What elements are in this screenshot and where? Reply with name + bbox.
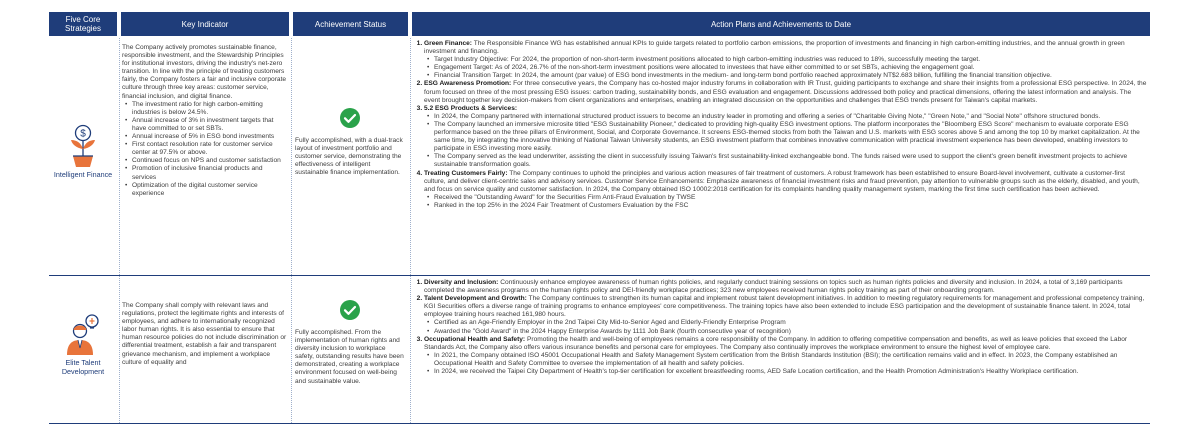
indicator-intro: The Company shall comply with relevant laws and regulations, protect the legitimate rights and interests of employees, and adhere to internationally recognized labor human rights. It is also essential to ensure that human resource policies do not include discrimination or differential treatment, establish a fair and transparent grievance mechanism, and implement a workplace culture of equality and [122,302,287,366]
status-text: Fully accomplished. From the implementation of human rights and diversity inclusion to workplace safety, outstanding results have been demonstrated, creating a workplace environment focused on well-being and sustainable value. [295,329,404,385]
list-item: • Optimization of the digital customer service experience [132,182,288,198]
plans-cell [414,279,1148,376]
status-cell [295,108,405,177]
plan-title: Treating Customers Fairly: [424,169,508,177]
plan-title: Diversity and Inclusion: [424,279,499,286]
list-item: • First contact resolution rate for customer service center at 97.5% or above. [132,141,288,157]
strategy-label: Intelligent Finance [53,170,113,179]
money-plant-icon [66,124,100,168]
plan-title: ESG Awareness Promotion: [424,80,512,88]
plan-title: Occupational Health and Safety: [424,335,526,343]
list-item: • The investment ratio for high carbon-emitting industries is below 24.5%. [132,101,288,117]
check-icon [295,108,405,128]
talent-person-icon [64,312,102,356]
list-item: • Target Industry Objective: For 2024, the proportion of non-short-term investment positions allocated to high carbon-emitting industries was reduced to 18%, successfully meeting the target. [434,56,1148,64]
list-item: • Awarded the "Gold Award" in the 2024 Happy Enterprise Awards by 1111 Job Bank (fourth consecutive year of recognition) [434,328,1148,336]
plan-item [424,295,1148,335]
indicator-cell [122,44,288,198]
strategy-label: Elite Talent Development [61,358,105,376]
plans-list [414,279,1148,376]
list-item: • Annual increase of 3% in investment targets that have committed to or set SBTs. [132,117,288,133]
column-divider [119,38,120,423]
indicator-bullets [122,101,288,198]
row-divider [49,275,1150,276]
header-strategies: Five Core Strategies [49,12,117,36]
plan-title: Green Finance: [424,40,473,47]
list-item: • In 2024, the Company partnered with international structured product issuers to become an industry leader in promoting and offering a series of "Charitable Giving Note," "Green Note," and "Social Note" offshore structured bonds. [434,113,1148,121]
list-item: • The Company served as the lead underwriter, assisting the client in successfully issuing Taiwan's first sustainability-linked exchangeable bond. The funds raised were used to support the client's green benefit investment projects to achieve sustainable transformation goals. [434,153,1148,169]
plan-item [424,336,1148,376]
column-divider [291,38,292,423]
plan-text: For three consecutive years, the Company has co-hosted major industry forums in collaboration with IR Trust, guiding participants to exchange and share their insights from a professional ESG perspective. In 2024, the forum focused on three of the most pressing ESG issues: carbon trading, sustainability bonds, and ESG evaluation and engagement. Discussions addressed both policy and practical dimensions, offering the latest information and analysis. The event brought together key decision-makers from client organizations and enterprises, enabling an integrated discussion on the opportunities and challenges that ESG trends present for Taiwan's capital markets. [424,80,1147,104]
strategy-cell-elite-talent [49,312,117,376]
list-item: • In 2024, we received the Taipei City Department of Health's top-tier certification for excellent breastfeeding rooms, AED Safe Location certification, and the Health Promotion Administration's Healthy Workplace certification. [434,368,1148,376]
list-item: • The Company launched an immersive microsite titled "ESG Sustainability Pioneer," dedicated to providing high-quality ESG investment options. The platform incorporates the "Bloomberg ESG Score" mechanism to evaluate corporate ESG performance based on the three pillars of Environment, Social, and Corporate Governance. It screens ESG-themed stocks from both the Taiwan and U.S. markets with ESG scores above 5 and among the top 10 by market capitalization. At the same time, by integrating the innovative thinking of National Taiwan University students, an ESG investment platform that combines innovative communication with practical investment experience has been developed, enabling investors to participate in ESG investing more easily. [434,121,1148,153]
indicator-intro: The Company actively promotes sustainable finance, responsible investment, and the Stewardship Principles for institutional investors, driving the industry's net-zero transition. In line with the principle of treating customers fairly, the Company fosters a fair and inclusive corporate culture through three key areas: customer service, financial inclusion, and digital finance. [122,44,287,100]
list-item: • In 2021, the Company obtained ISO 45001 Occupational Health and Safety Management System certification from the British Standards Institution (BSI); the certification remains valid and in effect. In 2023, the Company established an Occupational Health and Safety Committee to oversee the implementation of all health and safety policies. [434,352,1148,368]
table-bottom-rule [49,423,1150,424]
list-item: • Continued focus on NPS and customer satisfaction [132,157,288,165]
list-item: • Certified as an Age-Friendly Employer in the 2nd Taipei City Mid-to-Senior Aged and Elderly-Friendly Enterprise Program [434,319,1148,327]
list-item: • Received the "Outstanding Award" for the Securities Firm Anti-Fraud Evaluation by TWSE [434,194,1148,202]
status-text: Fully accomplished, with a dual-track layout of investment portfolio and customer service, demonstrating the effectiveness of intelligent sustainable finance implementation. [295,137,403,177]
plan-title: 5.2 ESG Products & Services: [424,104,518,112]
svg-text:$: $ [80,128,86,140]
list-item: • Engagement Target: As of 2024, 26.7% of the non-short-term investment positions were allocated to investees that have either committed to or set SBTs, achieving the engagement goal. [434,64,1148,72]
plan-item [424,105,1148,170]
plans-list [414,40,1148,210]
status-cell [295,300,405,386]
plan-text: Continuously enhance employee awareness of human rights policies, and regularly conduct training sessions on topics such as human rights policies and diversity and inclusion. In 2024, a total of 3,169 participants completed the awareness programs on the human rights policy and DEI-friendly workplace practices; 323 new employees received human rights policy training as part of their onboarding program. [424,279,1123,295]
plan-text: The Company continues to uphold the principles and various action measures of fair treatment of customers. A robust framework has been established to ensure Board-level involvement, cultivate a customer-first culture, and deliver client-centric sales and advisory services. Customer Service Enhancements: Emphasize awareness of financial investment risks and fraud prevention, pay attention to vulnerable groups such as the elderly, disabled, and youth, and focus on service quality and customer satisfaction. In 2024, the Company obtained ISO 10002:2018 certification for its complaints handling quality management system, marking the first time such certification has been achieved. [424,169,1140,193]
strategy-cell-intelligent-finance [49,124,117,179]
list-item: • Promotion of inclusive financial products and services [132,165,288,181]
plan-title: Talent Development and Growth: [424,295,527,303]
plan-item [424,80,1148,104]
plan-item [424,170,1148,210]
column-divider [410,38,411,423]
plan-text: The Company continues to strengthen its human capital and implement robust talent development initiatives. In addition to meeting regulatory requirements for management and professional competency training, KGI Securities offers a diverse range of training programs to enhance employees' core competitiveness. The training topics have also been extended to include ESG participation and the development of sustainable finance talent. In 2024, total employee training hours reached 161,980 hours. [424,295,1145,319]
header-indicator: Key Indicator [121,12,289,36]
plan-text: The Responsible Finance WG has established annual KPIs to guide targets related to portfolio carbon emissions, the proportion of investments and financing in high carbon-emitting industries, and the annual growth in green investment and financing. [424,40,1125,56]
plan-item [424,40,1148,80]
list-item: • Financial Transition Target: In 2024, the amount (par value) of ESG bond investments in the medium- and long-term bond portfolio reached approximately NT$2.683 billion, fulfilling the financial transition objective. [434,72,1148,80]
plan-item [424,279,1148,295]
plan-text: Promoting the health and well-being of employees remains a core responsibility of the Company. In addition to offering competitive compensation and benefits, as well as leave policies that exceed the Labor Standards Act, the Company also offers various insurance benefits and personal care for employees. The Company also continually improves the workplace environment to ensure the highest level of employee care. [424,335,1128,351]
header-plans: Action Plans and Achievements to Date [412,12,1150,36]
header-status: Achievement Status [293,12,408,36]
check-icon [295,300,405,320]
plans-cell [414,40,1148,210]
list-item: • Annual increase of 5% in ESG bond investments [132,133,288,141]
indicator-cell [122,302,288,367]
list-item: • Ranked in the top 25% in the 2024 Fair Treatment of Customers Evaluation by the FSC [434,202,1148,210]
